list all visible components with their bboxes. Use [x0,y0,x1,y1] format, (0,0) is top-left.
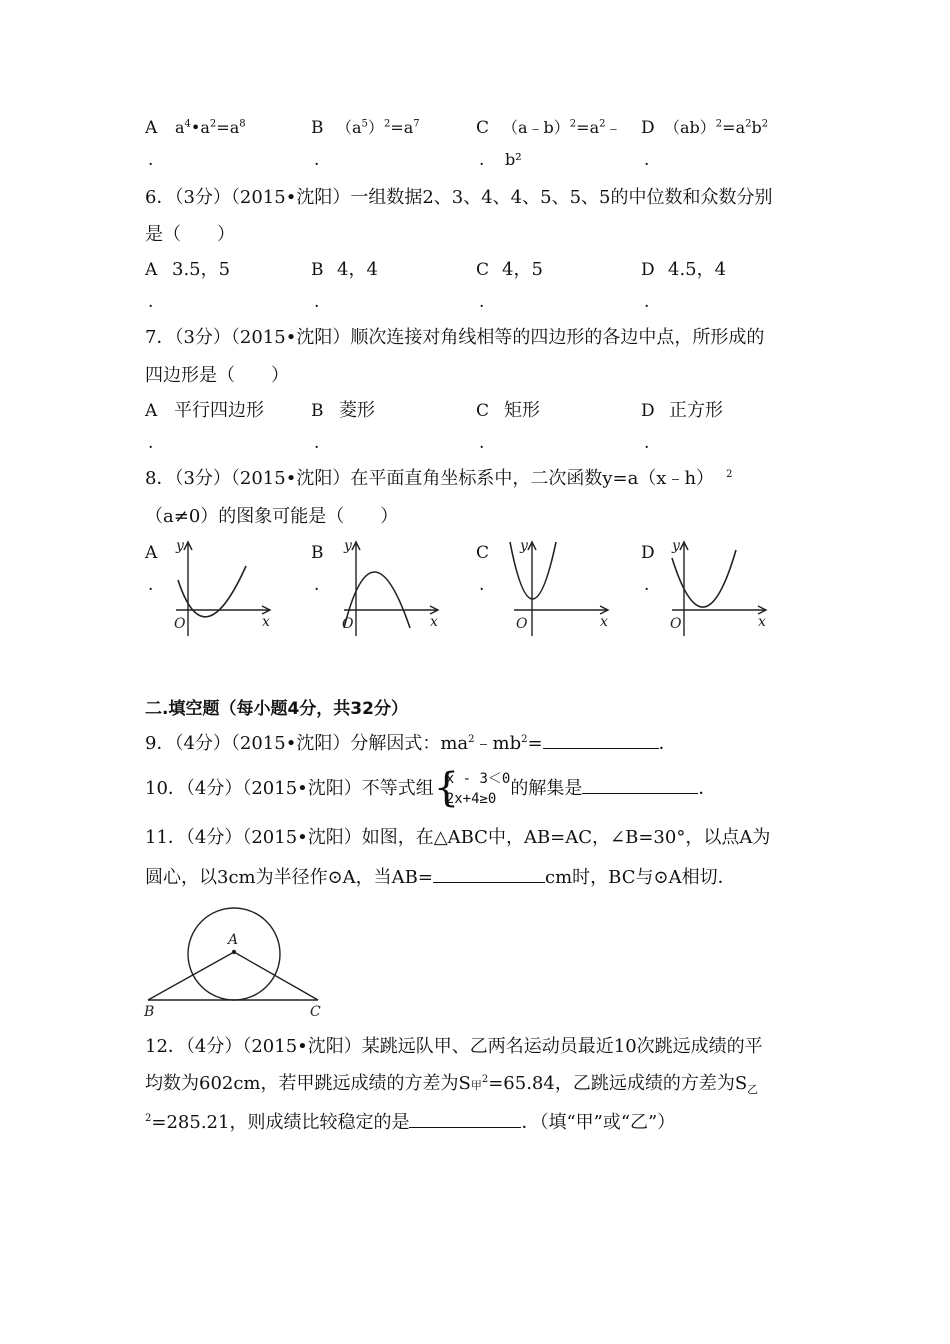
x-label: x [262,614,270,630]
q8-dot: . [148,575,154,595]
q8-graph-b [336,536,446,640]
q7-stem-line1: 7．（3分）（2015•沈阳）顺次连接对角线相等的四边形的各边中点，所形成的 [145,327,765,348]
q7-dot: . [479,433,485,453]
parabola-curve [510,542,556,599]
q5-option-a-letter: A [145,118,158,138]
q12-stem-line3: $^2$=285.21，则成绩比较稳定的是 ．（填“甲”或“乙”） [145,1109,675,1135]
q7-option-c: 矩形 [504,400,540,421]
label-b: B [144,1004,155,1020]
q6-option-b-letter: B [311,260,324,280]
q5-option-c-continuation: b² [505,150,522,169]
q5-option-b-dot: . [314,150,320,170]
q5-option-c: $(a﹣b)^2=a^2﹣$ [502,118,622,137]
q9-mid: ﹣mb [474,733,522,754]
origin-label: O [516,616,528,632]
origin-label: O [174,616,186,632]
q5-option-d: $(ab)^2=a^2b^2$ [664,118,769,137]
q6-option-a: 3.5，5 [172,259,231,280]
q9-answer-blank[interactable] [543,730,659,749]
q12-line3-b: ．（填“甲”或“乙”） [521,1112,676,1133]
q10-inequality-system [433,765,511,811]
label-a: A [228,932,239,948]
label-c: C [310,1004,321,1020]
q6-option-c-letter: C [476,260,490,280]
y-label: y [672,538,680,554]
q11-stem-line1: 11．（4分）（2015•沈阳）如图，在△ABC中，AB=AC，∠B=30°，以点A为 [145,827,771,848]
q8-option-d-letter: D [641,543,655,563]
q5-option-b-letter: B [311,118,324,138]
q6-option-d: 4.5，4 [668,259,727,280]
q8-dot: . [644,575,650,595]
q8-stem-line1 [145,467,732,491]
x-label: x [758,614,766,630]
q10-ineq-1: x - 3＜0 [445,771,511,787]
q8-graph-c [506,536,616,640]
q7-option-b-letter: B [311,401,324,421]
y-label: y [344,538,352,554]
q7-option-a-letter: A [145,401,158,421]
x-label: x [600,614,608,630]
q11-stem-line2 [145,864,736,890]
q10-ineq-2: 2x+4≥0 [445,791,497,807]
q8-stem-sup: 2 [726,469,733,480]
q6-option-b: 4，4 [337,259,378,280]
q12-answer-blank[interactable] [409,1109,521,1128]
q6-stem-line1: 6．（3分）（2015•沈阳）一组数据2、3、4、4、5、5、5的中位数和众数分别 [145,187,773,208]
q12-stem-line1: 12．（4分）（2015•沈阳）某跳远队甲、乙两名运动员最近10次跳远成绩的平 [145,1036,763,1057]
q11-figure [140,898,330,1022]
parabola-curve [672,550,736,607]
q8-option-c-letter: C [476,543,490,563]
q8-stem-text: 8．（3分）（2015•沈阳）在平面直角坐标系中，二次函数y=a（x﹣h） [145,468,715,489]
q10-prefix: 10．（4分）（2015•沈阳）不等式组 [145,778,434,799]
segment-ac [234,952,318,1000]
q10-answer-blank[interactable] [582,775,698,794]
q7-stem-line2: 四边形是（ ） [145,365,289,386]
parabola-curve [344,572,410,628]
question-9: 9．（4分）（2015•沈阳）分解因式：$ma^2﹣mb^2=$ ． [145,730,677,756]
q6-dot: . [644,292,650,312]
y-label: y [520,538,528,554]
brace-icon: { [433,765,460,811]
q5-option-a-dot: . [148,150,154,170]
q9-end: = [527,733,543,754]
q8-graph-a [168,536,278,640]
q7-option-d-letter: D [641,401,655,421]
origin-label: O [670,616,682,632]
q12-line2-b: =65.84，乙跳远成绩的方差为S [488,1073,748,1094]
q7-option-a: 平行四边形 [174,400,264,421]
q12-sub-yi: 乙 [747,1083,759,1096]
x-label: x [430,614,438,630]
q6-stem-line2: 是（ ） [145,224,235,245]
center-point [232,950,236,954]
q12-stem-line2: 均数为602cm，若甲跳远成绩的方差为S甲$^2$=65.84，乙跳远成绩的方差为$S_乙$ [145,1073,759,1096]
q7-option-b: 菱形 [339,400,375,421]
q6-option-c: 4，5 [502,259,543,280]
q7-dot: . [148,433,154,453]
q11-line2-b: cm时，BC与⊙A相切． [545,867,736,888]
q7-option-c-letter: C [476,401,490,421]
segment-ab [148,952,234,1000]
q8-stem-line2: （a≠0）的图象可能是（ ） [145,506,399,527]
q7-option-d: 正方形 [669,400,723,421]
q11-answer-blank[interactable] [433,864,545,883]
q5-option-d-letter: D [641,118,655,138]
q9-period: ． [658,733,677,754]
q5-option-a: $a^4•a^2=a^8$ [175,118,246,137]
q6-dot: . [314,292,320,312]
q5-option-c-dot: . [479,150,485,170]
q12-line2-a: 均数为602cm，若甲跳远成绩的方差为S [145,1073,471,1094]
q8-option-a-letter: A [145,543,158,563]
q5-option-c-letter: C [476,118,490,138]
q10-suffix: 的解集是 [510,778,583,799]
section-2-title: 二.填空题（每小题4分，共32分） [145,699,408,719]
q5-option-d-dot: . [644,150,650,170]
q8-dot: . [479,575,485,595]
question-10 [145,766,716,812]
y-label: y [176,538,184,554]
q6-option-a-letter: A [145,260,158,280]
q8-graph-d [664,536,774,640]
q10-period: ． [698,778,717,799]
q6-option-d-letter: D [641,260,655,280]
q8-option-b-letter: B [311,543,324,563]
q11-line2-a: 圆心，以3cm为半径作⊙A，当AB= [145,867,433,888]
q6-dot: . [479,292,485,312]
q9-text: 9．（4分）（2015•沈阳）分解因式：ma [145,733,469,754]
q12-sub-jia: 甲 [470,1079,482,1092]
q7-dot: . [644,433,650,453]
q6-dot: . [148,292,154,312]
q5-option-b: $(a^5)^2=a^7$ [336,118,420,137]
q7-dot: . [314,433,320,453]
q12-line3-a: =285.21，则成绩比较稳定的是 [151,1112,410,1133]
q8-dot: . [314,575,320,595]
origin-label: O [342,616,354,632]
